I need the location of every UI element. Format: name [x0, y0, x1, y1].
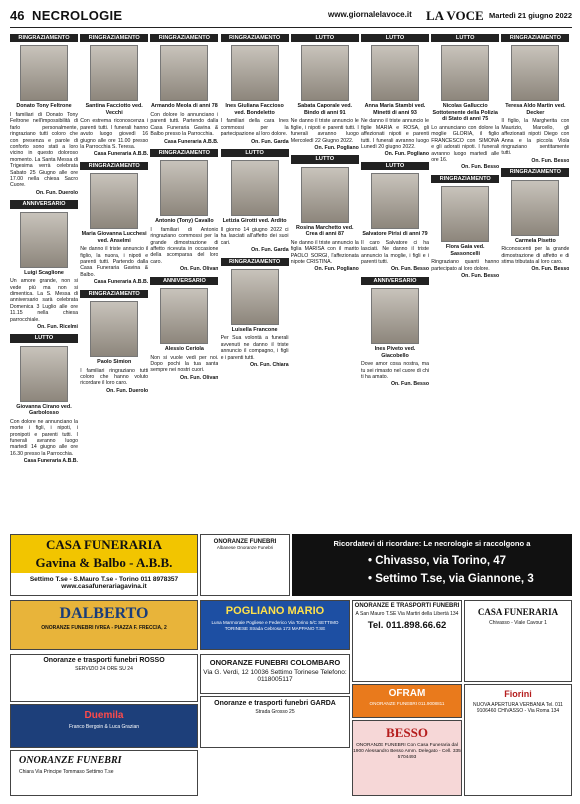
- deceased-name: Luigi Scaglione: [24, 269, 64, 276]
- notice-text: Con estrema riconoscenza i parenti tutti. I funerali hanno avuto luogo giovedì 16 giugno alle ore 11.00 presso la Parrocchia S. Teresa.: [80, 118, 149, 151]
- portrait-photo: [20, 212, 68, 268]
- portrait-photo: [20, 45, 68, 101]
- funeral-home-signature: On. Fun. Besso: [461, 164, 500, 171]
- ad-title: POGLIANO MARIO: [225, 605, 325, 617]
- ad-sub: Strada Grosso 25: [255, 709, 295, 715]
- obituary-column: [221, 34, 289, 530]
- deceased-name: Antonio (Tony) Cavallo: [155, 218, 214, 225]
- funeral-home-signature: On. Fun. Pogliano: [384, 151, 429, 158]
- obituary-notice: [80, 34, 148, 158]
- ad-sub: ONORANZE FUNEBRI IVREA - PIAZZA F. FRECCIA, 2: [41, 625, 167, 631]
- funeral-home-signature: On. Fun. Besso: [390, 266, 429, 273]
- notice-type: ANNIVERSARIO: [10, 200, 78, 208]
- deceased-name: Donato Tony Feltrone: [16, 103, 72, 110]
- ad-title: Onoranze e trasporti funebri ROSSO: [43, 657, 165, 664]
- notice-text: Il giorno 14 giugno 2022 ci ha lasciati all'affetto dei suoi cari.: [220, 226, 289, 246]
- notice-type: LUTTO: [221, 149, 289, 157]
- deceased-name: Ines Giuliana Faccioso ved. Bondeletto: [225, 103, 284, 116]
- notice-type: RINGRAZIAMENTO: [221, 258, 289, 266]
- portrait-photo: [231, 160, 279, 216]
- deceased-name: Maria Giovanna Lucchesi ved. Anselmi: [81, 231, 147, 244]
- portrait-photo: [160, 288, 208, 344]
- ad-title: ONORANZE E TRASPORTI FUNEBRI: [354, 603, 460, 609]
- ad-text: Albanese Onoranze Funebri: [216, 545, 274, 550]
- obituary-notice: [10, 200, 78, 330]
- ad-sub: NUOVA APERTURA VERBANIA Tel. 011 9106460 CHIVASSO - Via Roma 134: [473, 702, 563, 715]
- issue-date: Martedì 21 giugno 2022: [489, 11, 572, 20]
- obituary-notice: [10, 34, 78, 196]
- obituary-notice: [80, 290, 148, 395]
- portrait-photo: [90, 45, 138, 101]
- deceased-name: Santina Facciotto ved. Vecchi: [85, 103, 143, 116]
- notice-text: Un amore grande, non si vede più ma non si dimentica. La S. Messa di anniversario sarà celebrata Domenica 3 Luglio alle ore 11.15 nella chiesa parrocchiale.: [10, 278, 78, 323]
- funeral-home-signature: On. Fun. Garda: [251, 138, 289, 145]
- notice-type: LUTTO: [291, 34, 359, 42]
- deceased-name: Giovanna Cirano ved. Garbolosso: [16, 403, 72, 417]
- ad-sub: SERVIZIO 24 ORE SU 24: [75, 666, 133, 672]
- notice-text: Riconoscenti per la grande dimostrazione di affetto e di stima tributata al loro caro.: [501, 246, 570, 265]
- ad-sub: Luna Marmorale Pogliese e Federico Via Torino 5/C SETTIMO TORINESE Strada Cebrosa 173 MAPPANO T.SE: [211, 620, 339, 631]
- ad-sub: Via G. Verdi, 12 10036 Settimo Torinese Telefono: 0118005117: [203, 669, 347, 683]
- notice-type: RINGRAZIAMENTO: [80, 290, 148, 298]
- ad-sub: ONORANZE FUNEBRI 011.9008811: [369, 701, 445, 706]
- notice-text: Con dolore lo annunciano i parenti tutti. Partendo dalla Casa Funeraria Gavina & Balbo presso la Parrocchia.: [150, 111, 219, 138]
- notice-type: RINGRAZIAMENTO: [431, 175, 499, 183]
- deceased-name: Alessio Ceriola: [164, 346, 204, 353]
- obituary-column: [80, 34, 148, 530]
- ad-varetto[interactable]: [464, 600, 572, 682]
- funeral-home-signature: On. Fun. Duerolo: [35, 189, 78, 196]
- notice-text: I familiari della cara Ines commossi per la partecipazione al loro dolore.: [220, 118, 289, 138]
- obituary-notice: [150, 34, 218, 145]
- portrait-photo: [20, 346, 68, 402]
- funeral-home-signature: On. Fun. Besso: [531, 157, 570, 164]
- obituary-notice: [221, 34, 289, 145]
- obituary-notice: [221, 258, 289, 369]
- deceased-name: Armando Meola di anni 78: [150, 103, 218, 110]
- ad-title: CASA FUNERARIA: [11, 535, 197, 555]
- portrait-photo: [371, 288, 419, 344]
- funeral-home-signature: Casa Funeraria A.B.B.: [23, 458, 78, 465]
- portrait-photo: [90, 173, 138, 229]
- notice-text: Ringraziano quanti hanno partecipato al loro dolore.: [431, 259, 500, 272]
- portrait-photo: [160, 45, 208, 101]
- ad-fiorini[interactable]: [464, 684, 572, 796]
- site-url[interactable]: www.giornalelavoce.it: [328, 10, 412, 19]
- funeral-home-signature: On. Fun. Pogliano: [314, 145, 359, 152]
- obituary-notice: [361, 162, 429, 273]
- obituary-notice: [150, 277, 218, 382]
- banner-line-2: • Chivasso, via Torino, 47: [368, 555, 507, 567]
- notice-text: Lo annunciano con dolore la moglie GLORIA, il figlio FRANCESCO con SIMONA e gli adorati nipoti. I funerali avranno luogo martedì alle ore 16.: [431, 124, 500, 163]
- ad-title: BESSO: [386, 725, 428, 740]
- notice-type: LUTTO: [291, 155, 359, 163]
- obituary-notice: [80, 162, 148, 286]
- page-header: [10, 6, 572, 28]
- obituary-column: [10, 34, 78, 530]
- obituary-notice: [150, 149, 218, 273]
- deceased-name: Carmela Pisetto: [515, 237, 556, 244]
- obituary-column: [431, 34, 499, 530]
- portrait-photo: [301, 45, 349, 101]
- notice-type: RINGRAZIAMENTO: [150, 149, 218, 157]
- notice-text: Per Sua volontà a funerali avvenuti ne danno il triste annuncio il compagno, i figli e i parenti tutti.: [220, 335, 289, 361]
- ad-name: Gavina & Balbo - A.B.B.: [11, 555, 197, 573]
- deceased-name: Flora Gaia ved. Sassoncelli: [445, 244, 485, 257]
- notice-type: LUTTO: [10, 334, 78, 342]
- notice-text: I familiari di Donato Tony Feltrone nell'impossibilità di farlo personalmente, ringraziano tutti coloro che con presenza e parole di conforto sono stati a loro vicino in questo doloroso momento. La Santa Messa di Trigesima verrà celebrata Sabato 25 Giugno alle ore 17.00 nella chiesa Sacro Cuore.: [10, 111, 78, 189]
- portrait-photo: [441, 186, 489, 242]
- ad-title: Duemila: [84, 710, 124, 721]
- obituary-notice: [221, 149, 289, 254]
- ad-logo: ONORANZE FUNEBRI: [213, 539, 277, 545]
- reminder-banner: [292, 534, 572, 596]
- notice-type: ANNIVERSARIO: [150, 277, 218, 285]
- deceased-name: Teresa Aldo Martin ved. Decker: [505, 103, 566, 116]
- ad-besso[interactable]: [352, 720, 462, 796]
- notice-type: RINGRAZIAMENTO: [150, 34, 218, 42]
- ad-sub: ONORANZE FUNEBRI Con Casa Funeraria dal 1900 Alessandro Besso Amm. Delegato - Cell. 335 5704493: [353, 743, 461, 760]
- obituary-notice: [431, 175, 499, 280]
- deceased-name: Nicolas Galluccio Sottotenente della Polizia di Stato di anni 75: [432, 103, 498, 123]
- funeral-home-signature: On. Fun. Olivan: [180, 374, 219, 381]
- ad-albanese[interactable]: [200, 534, 290, 596]
- portrait-photo: [231, 269, 279, 325]
- ad-sassoncelli[interactable]: [352, 600, 462, 682]
- notice-type: RINGRAZIAMENTO: [80, 34, 148, 42]
- notice-text: Dove amor cosa nostra, ma tu sei rimasto nel cuore di chi ti ha amato.: [361, 361, 429, 380]
- ad-title: CASA FUNERARIA: [477, 607, 559, 617]
- deceased-name: Letizia Girotti ved. Ardito: [222, 218, 287, 225]
- obituary-column: [361, 34, 429, 530]
- portrait-photo: [160, 160, 208, 216]
- ad-pogliano[interactable]: [200, 600, 350, 650]
- notice-text: I familiari ringraziano tutti coloro che hanno voluto ricordare il loro caro.: [80, 367, 149, 387]
- ad-garda[interactable]: [200, 696, 350, 748]
- paper-name: LA VOCE: [426, 8, 484, 23]
- ad-chiara[interactable]: [10, 750, 198, 796]
- notice-text: Ne danno il triste annuncio la figlia MARISA con il marito PAOLO SORGI, l'affezionata nipote CRISTINA.: [290, 239, 359, 266]
- funeral-home-signature: On. Fun. Duerolo: [106, 387, 149, 394]
- notice-type: LUTTO: [361, 162, 429, 170]
- funeral-home-signature: On. Fun. Ricelmi: [37, 323, 78, 330]
- notice-type: RINGRAZIAMENTO: [10, 34, 78, 42]
- funeral-home-signature: On. Fun. Garda: [251, 247, 289, 254]
- notice-text: I familiari di Antonio ringraziano commossi per la grande dimostrazione di affetto ricevuta in occasione della scomparsa del loro caro.: [150, 226, 219, 265]
- portrait-photo: [301, 167, 349, 223]
- ad-contact: Settimo T.se - S.Mauro T.se - Torino 011 8978357 www.casafunerariagavina.it: [29, 576, 179, 590]
- page-number: 46: [10, 8, 25, 23]
- obituary-notice: [10, 334, 78, 464]
- deceased-name: Rosina Marchetto ved. Crea di anni 87: [296, 224, 354, 238]
- funeral-home-signature: Casa Funeraria A.B.B.: [93, 279, 149, 286]
- ad-title: OFRAM: [388, 688, 426, 699]
- notice-text: Il figlio, la Margherita con Maurizio, Marcello, gli affezionati nipoti Diego con Anna e la piccola Viola ringraziano sentitamente tutti.: [501, 118, 570, 157]
- ad-colombaro[interactable]: [200, 654, 350, 694]
- portrait-photo: [441, 45, 489, 101]
- ad-rosso[interactable]: [10, 654, 198, 702]
- notice-text: Con dolore ne annunciano la morte i figli, i nipoti, i pronipoti e parenti tutti. I funerali avranno luogo martedì 14 giugno alle ore 16.30 presso la Parrocchia.: [10, 418, 78, 457]
- portrait-photo: [90, 301, 138, 357]
- notice-type: ANNIVERSARIO: [361, 277, 429, 285]
- banner-line-1: Ricordatevi di ricordare: Le necrologie si raccolgono a: [333, 539, 531, 548]
- deceased-name: Salvatore Pirisi di anni 79: [362, 231, 428, 238]
- notice-text: Ne danno il triste annuncio le figlie MARIA e ROSA, gli affezionati nipoti e parenti tutti. I funerali avranno luogo Lunedì 20 giugno 2022.: [361, 118, 429, 151]
- funeral-home-signature: On. Fun. Besso: [461, 272, 500, 279]
- ad-duemila[interactable]: [10, 704, 198, 748]
- notice-type: LUTTO: [431, 34, 499, 42]
- ad-ofram[interactable]: [352, 684, 462, 718]
- banner-line-3: • Settimo T.se, via Giannone, 3: [368, 573, 534, 585]
- ad-phone: Tel. 011.898.66.62: [367, 620, 447, 631]
- obituary-column: [501, 34, 569, 530]
- notice-text: Ne danno il triste annuncio il figlio, la nuora, i nipoti e parenti tutti. Partendo dalla Casa Funeraria Gavina & Balbo.: [80, 246, 149, 278]
- ad-title: ONORANZE FUNEBRI COLOMBARO: [209, 658, 341, 667]
- ad-sub: Chivasso - Viale Cavour 1: [489, 620, 547, 626]
- ad-sub: Franco Bergoin & Luca Grazian: [68, 724, 140, 730]
- deceased-name: Ines Piveto ved. Giacobello: [374, 346, 416, 359]
- deceased-name: Luisella Francone: [231, 326, 278, 333]
- obituary-notice: [501, 34, 569, 164]
- portrait-photo: [511, 180, 559, 236]
- deceased-name: Sabata Caporale ved. Bindo di anni 91: [297, 103, 353, 116]
- portrait-photo: [231, 45, 279, 101]
- portrait-photo: [371, 45, 419, 101]
- notice-type: RINGRAZIAMENTO: [501, 168, 569, 176]
- notice-type: RINGRAZIAMENTO: [80, 162, 148, 170]
- ad-gavina-balbo[interactable]: [10, 534, 198, 596]
- section-title: NECROLOGIE: [32, 8, 123, 23]
- ad-title: Fiorini: [504, 689, 532, 699]
- deceased-name: Paolo Simion: [97, 359, 132, 366]
- obituary-column: [291, 34, 359, 530]
- funeral-home-signature: On. Fun. Olivan: [180, 266, 219, 273]
- funeral-home-signature: Casa Funeraria A.B.B.: [164, 138, 219, 145]
- funeral-home-signature: On. Fun. Besso: [531, 266, 570, 273]
- notice-type: LUTTO: [361, 34, 429, 42]
- obituary-notice: [291, 34, 359, 151]
- funeral-home-signature: On. Fun. Besso: [390, 381, 429, 388]
- ad-sub: Chiara Via Principe Tommaso Settimo T.se: [19, 769, 114, 775]
- notice-text: Non si vuole vedi per noi. Dopo pochi la tua santa sempre nei nostri cuori.: [150, 354, 219, 374]
- ad-title: ONORANZE FUNEBRI: [19, 755, 122, 766]
- notice-type: RINGRAZIAMENTO: [501, 34, 569, 42]
- deceased-name: Anna Maria Stambi ved. Minetti di anni 93: [364, 103, 426, 116]
- notice-text: Il caro Salvatore ci ha lasciati. Ne danno il triste annuncio la moglie, i figli e i parenti tutti.: [361, 239, 429, 265]
- funeral-home-signature: On. Fun. Chiara: [249, 362, 289, 369]
- ad-title: DALBERTO: [59, 605, 149, 622]
- obituary-notice: [361, 277, 429, 388]
- ad-title: Onoranze e trasporti funebri GARDA: [214, 700, 336, 707]
- obituary-notice: [361, 34, 429, 158]
- obituary-column: [150, 34, 218, 530]
- ad-dalberto[interactable]: [10, 600, 198, 650]
- funeral-home-signature: Casa Funeraria A.B.B.: [93, 151, 149, 158]
- funeral-home-signature: On. Fun. Pogliano: [314, 266, 359, 273]
- notice-type: RINGRAZIAMENTO: [221, 34, 289, 42]
- obituary-notice: [431, 34, 499, 171]
- obituary-notice: [501, 168, 569, 273]
- notice-text: Ne danno il triste annuncio le figlie, i nipoti e parenti tutti. I funerali avranno luogo Mercoledì 22 Giugno 2022.: [290, 118, 359, 144]
- ad-sub: A San Mauro T.SE Via Martiri della Libertà 134: [355, 611, 459, 617]
- obituary-notice: [291, 155, 359, 272]
- portrait-photo: [371, 173, 419, 229]
- portrait-photo: [511, 45, 559, 101]
